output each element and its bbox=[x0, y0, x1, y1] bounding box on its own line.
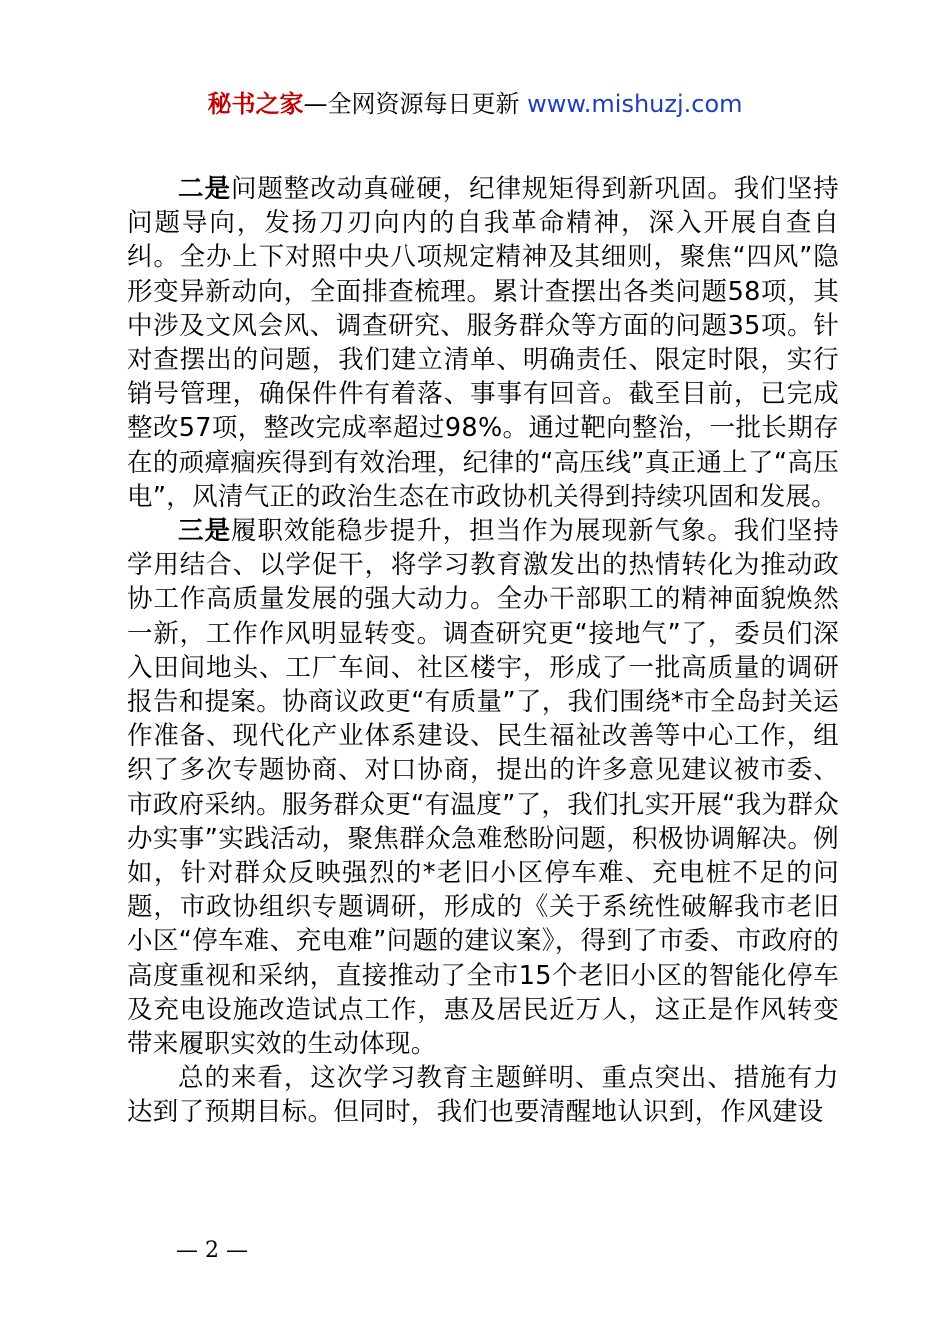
paragraph-third-point bbox=[127, 514, 839, 1061]
site-url-link[interactable]: www.mishuzj.com bbox=[527, 90, 743, 118]
paragraph-summary bbox=[127, 1061, 839, 1129]
paragraph-lead: 三是 bbox=[178, 516, 231, 547]
page-number: — 2 — bbox=[176, 1238, 248, 1263]
brand-name: 秘书之家 bbox=[207, 90, 304, 118]
paragraph-lead: 二是 bbox=[178, 174, 231, 204]
paragraph-text: 总的来看，这次学习教育主题鲜明、重点突出、措施有力达到了预期目标。但同时，我们也要清醒地认识到，作风建设 bbox=[127, 1063, 839, 1128]
document-body bbox=[127, 172, 839, 1130]
header-slogan: —全网资源每日更新 bbox=[303, 90, 528, 118]
paragraph-text: 履职效能稳步提升，担当作为展现新气象。我们坚持学用结合、以学促干，将学习教育激发出的热情转化为推动政协工作高质量发展的强大动力。全办干部职工的精神面貌焕然一新，工作作风明显转变。调查研究更“接地气”了，委员们深入田间地头、工厂车间、社区楼宇，形成了一批高质量的调研报告和提案。协商议政更“有质量”了，我们围绕*市全岛封关运作准备、现代化产业体系建设、民生福祉改善等中心工作，组织了多次专题协商、对口协商，提出的许多意见建议被市委、市政府采纳。服务群众更“有温度”了，我们扎实开展“我为群众办实事”实践活动，聚焦群众急难愁盼问题，积极协调解决。例如，针对群众反映强烈的*老旧小区停车难、充电桩不足的问题，市政协组织专题调研，形成的《关于系统性破解我市老旧小区“停车难、充电难”问题的建议案》，得到了市委、市政府的高度重视和采纳，直接推动了全市15个老旧小区的智能化停车及充电设施改造试点工作，惠及居民近万人，这正是作风转变带来履职实效的生动体现。 bbox=[127, 516, 839, 1060]
paragraph-text: 问题整改动真碰硬，纪律规矩得到新巩固。我们坚持问题导向，发扬刀刃向内的自我革命精神，深入开展自查自纠。全办上下对照中央八项规定精神及其细则，聚焦“四风”隐形变异新动向，全面排查梳理。累计查摆出各类问题58项，其中涉及文风会风、调查研究、服务群众等方面的问题35项。针对查摆出的问题，我们建立清单、明确责任、限定时限，实行销号管理，确保件件有着落、事事有回音。截至目前，已完成整改57项，整改完成率超过98%。通过靶向整治，一批长期存在的顽瘴痼疾得到有效治理，纪律的“高压线”真正通上了“高压电”，风清气正的政治生态在市政协机关得到持续巩固和发展。 bbox=[127, 174, 839, 512]
site-header bbox=[0, 86, 950, 122]
paragraph-second-point bbox=[127, 172, 839, 514]
